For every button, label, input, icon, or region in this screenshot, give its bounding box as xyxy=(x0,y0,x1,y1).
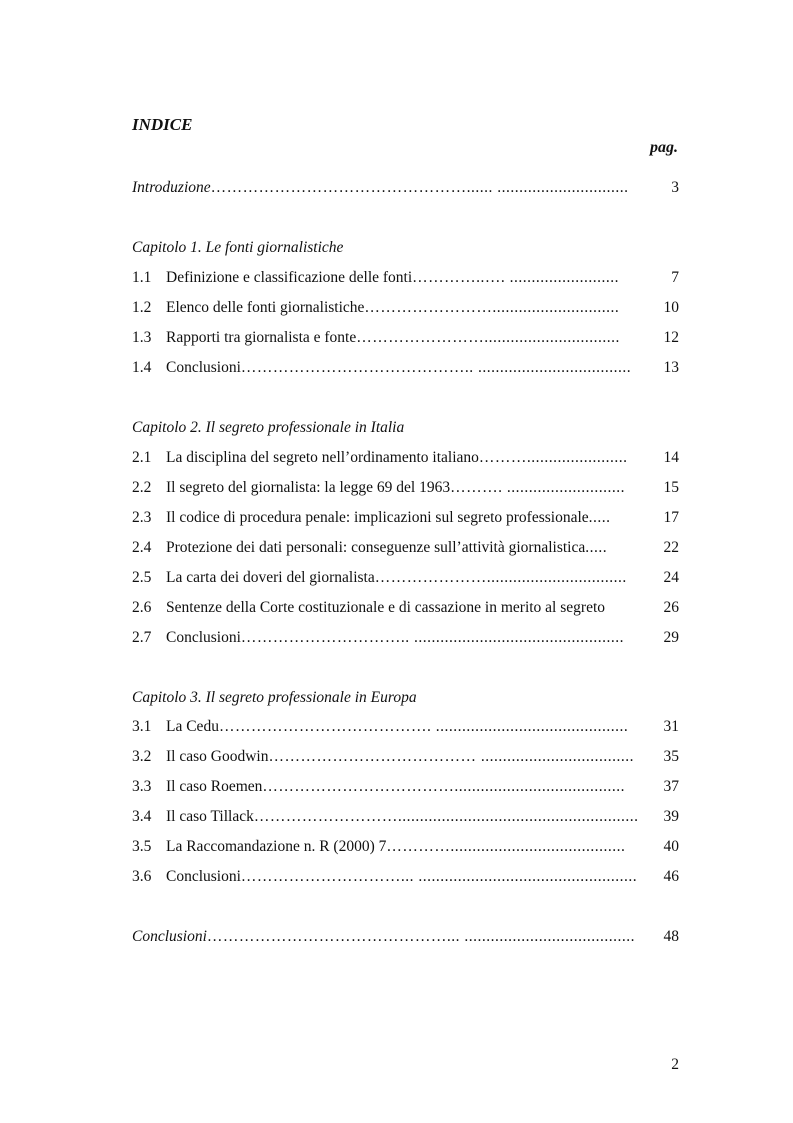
toc-entry[interactable] xyxy=(132,448,679,468)
toc-leader-dots: …………………………... .................................................. xyxy=(240,868,638,885)
toc-entry-number: 2.7 xyxy=(132,629,152,646)
toc-leader-dots: …………………………………………...... .............................. xyxy=(210,179,629,196)
toc-page-number: 31 xyxy=(663,718,679,735)
toc-entry-label: Elenco delle fonti giornalistiche xyxy=(166,299,365,316)
toc-page-number: 24 xyxy=(663,569,679,586)
toc-entry-label: Conclusioni xyxy=(166,629,241,646)
toc-entry-number: 1.4 xyxy=(132,359,152,376)
toc-entry-number: 3.3 xyxy=(132,778,152,795)
toc-entry-number: 3.2 xyxy=(132,748,152,765)
toc-leader-dots: …………………………………….. ................................... xyxy=(240,359,632,376)
toc-page-number: 26 xyxy=(663,599,679,616)
toc-entry-number: 1.2 xyxy=(132,299,152,316)
toc-entry-number: 2.3 xyxy=(132,509,152,526)
toc-entry-number: 3.5 xyxy=(132,838,152,855)
toc-entry[interactable] xyxy=(132,538,679,558)
toc-entry[interactable] xyxy=(132,628,679,648)
toc-page-number: 22 xyxy=(663,539,679,556)
toc-entry-label: La Raccomandazione n. R (2000) 7 xyxy=(166,838,387,855)
toc-entry-label: Conclusioni xyxy=(166,359,241,376)
toc-entry-label: Sentenze della Corte costituzionale e di cassazione in merito al segreto xyxy=(166,599,606,616)
toc-entry-number: 2.5 xyxy=(132,569,152,586)
toc-entry-number: 3.4 xyxy=(132,808,152,825)
toc-entry[interactable] xyxy=(132,717,679,737)
toc-entry[interactable] xyxy=(132,747,679,767)
toc-entry-label: Rapporti tra giornalista e fonte xyxy=(166,329,357,346)
toc-leader-dots: …………..…. ......................... xyxy=(412,269,620,286)
toc-entry[interactable] xyxy=(132,298,679,318)
toc-entry[interactable] xyxy=(132,777,679,797)
toc-entry-number: 2.4 xyxy=(132,539,152,556)
toc-entry-number: 2.6 xyxy=(132,599,152,616)
toc-entry[interactable] xyxy=(132,568,679,588)
index-title: INDICE xyxy=(132,115,193,134)
toc-page-number: 37 xyxy=(663,778,679,795)
toc-entry-label: Definizione e classificazione delle fonti xyxy=(166,269,413,286)
toc-leader-dots: …………........................................ xyxy=(386,838,626,855)
toc-entry-label: Introduzione xyxy=(132,179,211,196)
toc-entry[interactable] xyxy=(132,328,679,348)
toc-page-number: 46 xyxy=(663,868,679,885)
toc-entry-number: 3.1 xyxy=(132,718,152,735)
toc-entry-label: Conclusioni xyxy=(132,928,207,945)
toc-leader-dots: ……………………............................... xyxy=(356,329,620,346)
toc-page-number: 3 xyxy=(671,179,679,196)
toc-leader-dots: ………………………….. ................................................ xyxy=(240,629,625,646)
chapter-heading-3: Capitolo 3. Il segreto professionale in Europa xyxy=(132,689,417,706)
toc-entry-conclusions[interactable] xyxy=(132,927,679,947)
toc-entry[interactable] xyxy=(132,837,679,857)
toc-page-number: 17 xyxy=(663,509,679,526)
toc-entry-number: 1.1 xyxy=(132,269,152,286)
toc-leader-dots: …………………………………. ............................................ xyxy=(218,718,629,735)
toc-entry-label: Il caso Roemen xyxy=(166,778,263,795)
toc-entry-number: 2.1 xyxy=(132,449,152,466)
chapter-heading-2: Capitolo 2. Il segreto professionale in Italia xyxy=(132,419,405,436)
toc-entry-label: La disciplina del segreto nell’ordinamento italiano xyxy=(166,449,479,466)
toc-leader-dots: …………………................................ xyxy=(374,569,627,586)
toc-entry[interactable] xyxy=(132,508,679,528)
toc-page-number: 35 xyxy=(663,748,679,765)
toc-leader-dots: ..... xyxy=(588,509,611,526)
toc-leader-dots: ………………………....................................................... xyxy=(253,808,639,825)
toc-leader-dots: ………....................... xyxy=(478,449,628,466)
toc-leader-dots: ………………………………………... ....................................... xyxy=(206,928,636,945)
toc-page-number: 7 xyxy=(671,269,679,286)
toc-page-number: 14 xyxy=(663,449,679,466)
chapter-heading-1: Capitolo 1. Le fonti giornalistiche xyxy=(132,239,344,256)
toc-page-number: 10 xyxy=(663,299,679,316)
toc-entry[interactable] xyxy=(132,268,679,288)
toc-entry[interactable] xyxy=(132,358,679,378)
toc-entry-label: Il caso Tillack xyxy=(166,808,254,825)
toc-page-number: 40 xyxy=(663,838,679,855)
toc-entry-introduction[interactable] xyxy=(132,178,679,198)
toc-page-number: 48 xyxy=(663,928,679,945)
toc-leader-dots: ..... xyxy=(585,539,608,556)
toc-page-number: 39 xyxy=(663,808,679,825)
toc-leader-dots: ……………………............................. xyxy=(364,299,620,316)
toc-entry-label: Conclusioni xyxy=(166,868,241,885)
toc-page-number: 13 xyxy=(663,359,679,376)
toc-entry-number: 1.3 xyxy=(132,329,152,346)
toc-leader-dots: ………. ........................... xyxy=(450,479,625,496)
toc-page-number: 29 xyxy=(663,629,679,646)
toc-leader-dots: ………………………………… ................................... xyxy=(268,748,634,765)
toc-entry[interactable] xyxy=(132,478,679,498)
page-column-label: pag. xyxy=(650,139,678,156)
toc-entry-label: La Cedu xyxy=(166,718,219,735)
toc-entry-label: Protezione dei dati personali: conseguenze sull’attività giornalistica xyxy=(166,539,586,556)
toc-entry[interactable] xyxy=(132,867,679,887)
page-number: 2 xyxy=(671,1056,679,1073)
toc-leader-dots: ………………………………....................................... xyxy=(262,778,626,795)
toc-entry-number: 3.6 xyxy=(132,868,152,885)
toc-page-number: 15 xyxy=(663,479,679,496)
toc-entry[interactable] xyxy=(132,807,679,827)
toc-entry-label: La carta dei doveri del giornalista xyxy=(166,569,375,586)
toc-entry-number: 2.2 xyxy=(132,479,152,496)
toc-page-number: 12 xyxy=(663,329,679,346)
toc-entry[interactable] xyxy=(132,598,679,618)
toc-entry-label: Il segreto del giornalista: la legge 69 del 1963 xyxy=(166,479,451,496)
toc-entry-label: Il codice di procedura penale: implicazioni sul segreto professionale xyxy=(166,509,589,526)
toc-entry-label: Il caso Goodwin xyxy=(166,748,269,765)
